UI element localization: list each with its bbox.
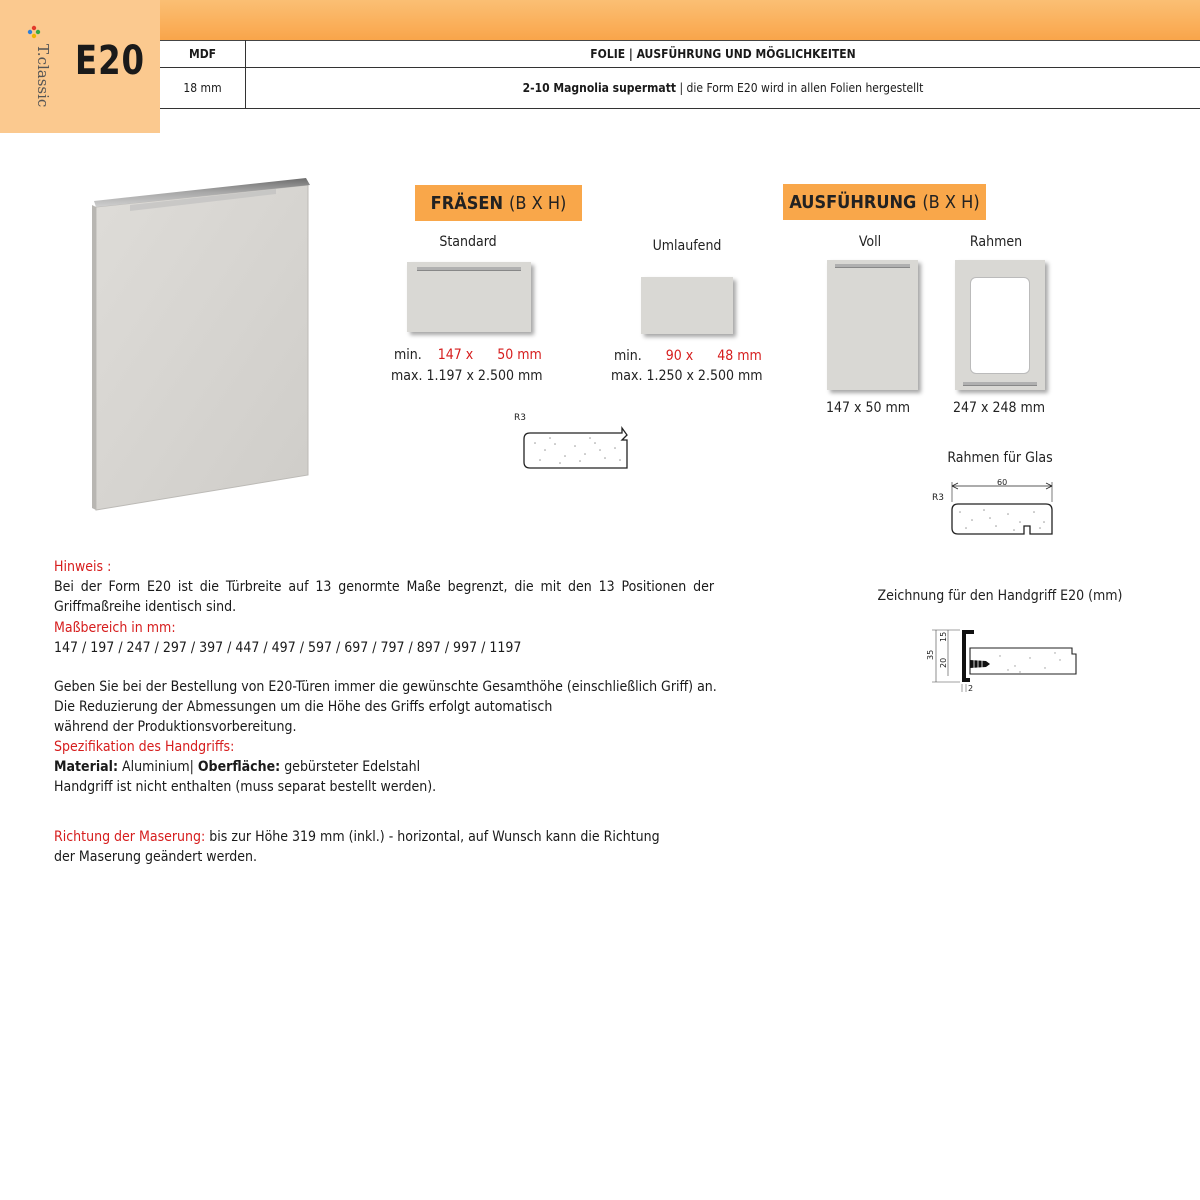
- handle-spec: [54, 757, 420, 777]
- handle-dim-35: 35: [926, 649, 935, 660]
- order-line-2: Die Reduzierung der Abmessungen um die Höhe des Griffs erfolgt automatisch: [54, 699, 553, 715]
- umlaufend-min-h: 48 mm: [717, 348, 762, 364]
- order-line-1: Geben Sie bei der Bestellung von E20-Türen immer die gewünschte Gesamthöhe (einschließlich Griff) an.: [54, 679, 717, 695]
- range-values: 147 / 197 / 247 / 297 / 397 / 447 / 497 / 597 / 697 / 797 / 897 / 997 / 1197: [54, 640, 522, 656]
- brand-logo-text: T.classic: [34, 44, 52, 108]
- voll-dimension: 147 x 50 mm: [826, 400, 911, 416]
- door-image: [90, 175, 320, 520]
- handle-note: Handgriff ist nicht enthalten (muss separat bestellt werden).: [54, 779, 437, 795]
- rahmen-glas-width: 60: [997, 478, 1008, 487]
- grain-text-2: der Maserung geändert werden.: [54, 849, 257, 865]
- hinweis-title: Hinweis :: [54, 559, 112, 575]
- ausfuehrung-tag: [783, 184, 986, 220]
- rahmen-glass-opening: [970, 277, 1030, 374]
- standard-label: Standard: [439, 234, 497, 250]
- grain-title: Richtung der Maserung:: [54, 829, 206, 845]
- handle-drawing-title: Zeichnung für den Handgriff E20 (mm): [877, 588, 1123, 604]
- fraesen-tag-bold: FRÄSEN: [430, 192, 504, 214]
- rahmen-thumb: [955, 260, 1045, 390]
- grain-text-1: bis zur Höhe 319 mm (inkl.) - horizontal, auf Wunsch kann die Richtung: [209, 829, 660, 845]
- hinweis-text: Bei der Form E20 ist die Türbreite auf 13 genormte Maße begrenzt, die mit den 13 Positionen der Griffmaßreihe identisch sind.: [54, 579, 714, 615]
- spec-header-row: [160, 40, 1200, 68]
- umlaufend-min-label: min.: [614, 348, 642, 364]
- standard-profile-drawing: [510, 408, 635, 472]
- umlaufend-min: [614, 348, 762, 364]
- finish-name: 2-10 Magnolia supermatt: [522, 81, 677, 95]
- umlaufend-max: max. 1.250 x 2.500 mm: [611, 368, 763, 384]
- header-strip: [160, 0, 1200, 41]
- surface-value: gebürsteter Edelstahl: [284, 759, 421, 775]
- voll-label: Voll: [858, 234, 882, 250]
- umlaufend-thumb: [641, 277, 733, 334]
- spec-value-row: [160, 68, 1200, 108]
- grain-line-1: [54, 827, 660, 847]
- spec-title: Spezifikation des Handgriffs:: [54, 739, 235, 755]
- fraesen-tag-dim: (B X H): [509, 192, 567, 214]
- umlaufend-min-w: 90 x: [665, 348, 694, 364]
- voll-thumb: [827, 260, 918, 390]
- rahmen-glas-radius: R3: [932, 493, 944, 503]
- spec-table: [160, 40, 1200, 109]
- rahmen-handle: [963, 382, 1037, 386]
- standard-min-w: 147 x: [437, 347, 474, 363]
- tclassic-logo: [8, 20, 52, 110]
- surface-label: Oberfläche:: [197, 759, 281, 775]
- rahmen-dimension: 247 x 248 mm: [953, 400, 1046, 416]
- standard-thumb: [407, 262, 531, 332]
- handle-dim-15: 15: [939, 631, 948, 642]
- finish-header: FOLIE | AUSFÜHRUNG UND MÖGLICHKEITEN: [590, 46, 856, 61]
- rahmen-label: Rahmen: [969, 234, 1023, 250]
- standard-max: max. 1.197 x 2.500 mm: [391, 368, 543, 384]
- handle-dim-20: 20: [939, 657, 948, 668]
- ausfuehrung-tag-dim: (B X H): [922, 191, 980, 213]
- standard-handle: [417, 267, 521, 271]
- standard-min-h: 50 mm: [497, 347, 542, 363]
- finish-value: [246, 68, 1200, 108]
- material-label: Material:: [54, 759, 118, 775]
- standard-profile-radius: R3: [514, 413, 526, 423]
- standard-min-label: min.: [394, 347, 422, 363]
- rahmen-glas-label: Rahmen für Glas: [947, 450, 1053, 466]
- order-line-3: während der Produktionsvorbereitung.: [54, 719, 297, 735]
- thickness-value: 18 mm: [160, 68, 246, 108]
- handle-profile-drawing: [920, 620, 1080, 700]
- material-value: Aluminium|: [121, 759, 194, 775]
- umlaufend-label: Umlaufend: [652, 238, 722, 254]
- fraesen-tag: [415, 185, 582, 221]
- rahmen-glas-profile-drawing: [930, 476, 1060, 542]
- finish-note: | die Form E20 wird in allen Folien hergestellt: [679, 81, 924, 95]
- ausfuehrung-tag-bold: AUSFÜHRUNG: [789, 191, 917, 213]
- material-header: MDF: [160, 40, 246, 67]
- model-code: E20: [75, 38, 145, 84]
- brand-box: [0, 0, 160, 133]
- handle-dim-2: 2: [968, 684, 974, 693]
- voll-handle: [835, 264, 910, 268]
- standard-min: [394, 347, 542, 363]
- range-title: Maßbereich in mm:: [54, 620, 176, 636]
